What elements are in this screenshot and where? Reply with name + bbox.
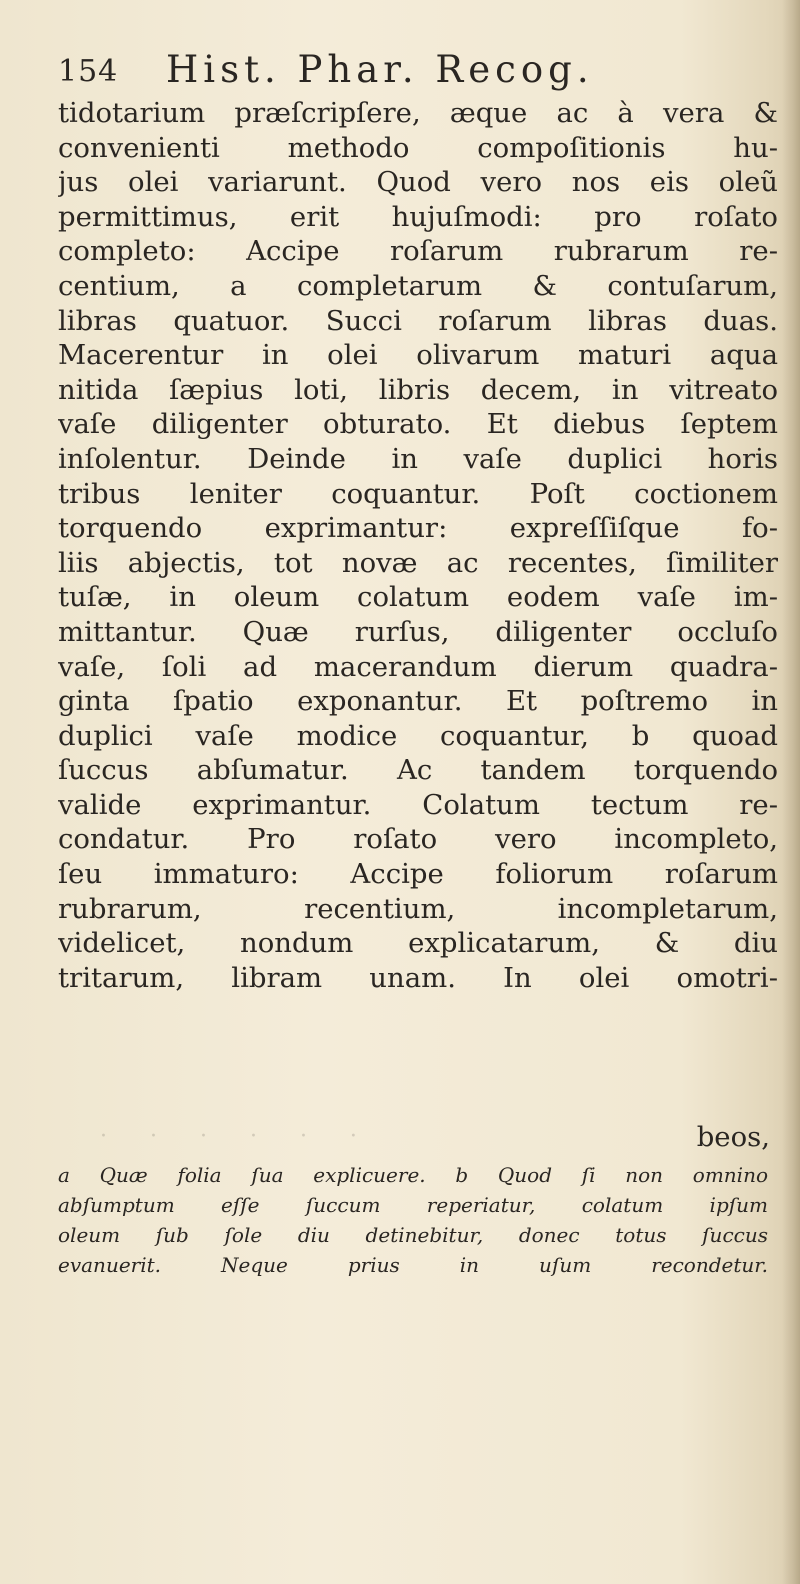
text-line: tidotarium præſcripſere, æque ac à vera & — [58, 97, 778, 129]
text-line: ſuccus abſumatur. Ac tandem torquendo — [58, 754, 778, 787]
body-text — [58, 96, 778, 995]
text-line: tritarum, libram unam. In olei omotri- — [58, 961, 778, 994]
text-line: duplici vaſe modice coquantur, b quoad — [58, 719, 778, 752]
footnotes — [58, 1160, 768, 1280]
text-line: jus olei variarunt. Quod vero nos eis oleũ — [58, 166, 778, 199]
text-line: torquendo exprimantur: expreſſiſque fo- — [58, 512, 778, 545]
footnote-line: oleum ſub ſole diu detinebitur, donec totus ſuccus — [58, 1223, 768, 1247]
text-line: ginta ſpatio exponantur. Et poſtremo in — [58, 685, 778, 718]
text-line: completo: Accipe roſarum rubrarum re- — [58, 235, 778, 268]
text-line: vaſe, ſoli ad macerandum dierum quadra- — [58, 650, 778, 683]
text-line: rubrarum, recentium, incompletarum, — [58, 892, 778, 925]
text-line: valide exprimantur. Colatum tectum re- — [58, 788, 778, 821]
text-line: nitida ſæpius loti, libris decem, in vitreato — [58, 373, 778, 406]
footnote-line: a Quæ folia ſua explicuere. b Quod ſi non omnino — [58, 1163, 768, 1187]
text-line: convenienti methodo compoſitionis hu- — [58, 131, 778, 164]
text-line: tuſæ, in oleum colatum eodem vaſe im- — [58, 581, 778, 614]
page-number: 154 — [58, 54, 119, 89]
footnote-line: abſumptum eſſe ſuccum reperiatur, colatum ipſum — [58, 1193, 768, 1217]
footnote-line: evanuerit. Neque prius in uſum recondetur. — [58, 1253, 768, 1277]
running-title: Hist. Phar. Recog. — [166, 48, 594, 91]
text-line: ſeu immaturo: Accipe foliorum roſarum — [58, 858, 778, 891]
running-head — [58, 48, 718, 98]
text-line: vaſe diligenter obturato. Et diebus ſeptem — [58, 408, 778, 441]
text-line: liis abjectis, tot novæ ac recentes, ſimiliter — [58, 546, 778, 579]
text-line: centium, a completarum & contuſarum, — [58, 269, 778, 302]
text-line: mittantur. Quæ rurſus, diligenter occluſo — [58, 615, 778, 648]
page-gutter-shadow — [782, 0, 800, 1584]
text-line: Macerentur in olei olivarum maturi aqua — [58, 339, 778, 372]
catchword: beos, — [696, 1121, 770, 1153]
text-line: videlicet, nondum explicatarum, & diu — [58, 927, 778, 960]
text-line: inſolentur. Deinde in vaſe duplici horis — [58, 442, 778, 475]
text-line: tribus leniter coquantur. Poſt coctionem — [58, 477, 778, 510]
text-line: permittimus, erit hujuſmodi: pro roſato — [58, 200, 778, 233]
show-through-bleed: · · · · · · — [100, 1124, 375, 1149]
text-line: libras quatuor. Succi roſarum libras duas. — [58, 304, 778, 337]
text-line: condatur. Pro roſato vero incompleto, — [58, 823, 778, 856]
